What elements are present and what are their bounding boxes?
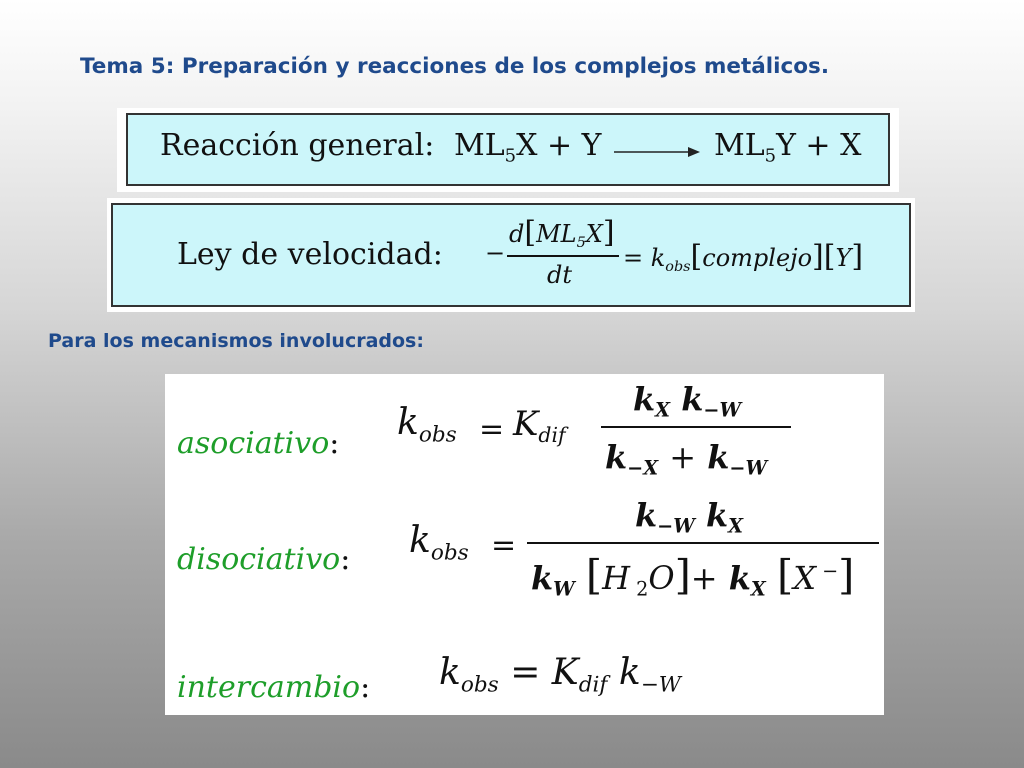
slide-title: Tema 5: Preparación y reacciones de los complejos metálicos. [80, 54, 830, 79]
disociativo-kobs: $k_{obs}$ [409, 520, 469, 566]
mechanism-label-disociativo: disociativo: [177, 542, 351, 577]
asociativo-numerator: $k_X$ $k_{-W}$ [633, 380, 742, 422]
asociativo-denominator: $k_{-X} + k_{-W}$ [605, 438, 768, 480]
disociativo-denominator: $k_W$ [H $_2O]+ k_X$ [X −] [531, 550, 855, 601]
asociativo-equals: = [479, 412, 505, 447]
rate-law-label: Ley de velocidad: [177, 237, 443, 272]
rate-law-denominator: dt [547, 261, 573, 289]
disociativo-equals: = [491, 528, 517, 563]
mechanisms-panel [165, 374, 884, 715]
intercambio-expression: $k_{obs} = K_{dif}$ $k_{-W}$ [439, 652, 681, 698]
general-reaction-box [126, 113, 890, 186]
asociativo-fraction-bar [601, 426, 791, 428]
reaction-products: $ML_5Y + X$ [714, 128, 862, 167]
asociativo-kdif: $K_{dif}$ [513, 404, 566, 448]
reaction-reactants: $ML_5X + Y$ [454, 128, 602, 167]
mechanism-label-asociativo: asociativo: [177, 426, 340, 461]
rate-law-minus: − [485, 239, 506, 267]
disociativo-numerator: $k_{-W}$ $k_X$ [635, 496, 744, 538]
mechanisms-heading: Para los mecanismos involucrados: [48, 330, 424, 352]
disociativo-fraction-bar [527, 542, 879, 544]
rate-law-fraction-bar [507, 255, 619, 257]
rate-law-box [111, 203, 911, 307]
mechanism-label-intercambio: intercambio: [177, 670, 371, 705]
general-reaction-label: Reacción general: [160, 128, 435, 163]
asociativo-kobs: $k_{obs}$ [397, 402, 457, 448]
reaction-arrow [612, 145, 702, 159]
rate-law-rhs: = $k_{obs}[complejo][Y]$ [623, 239, 864, 276]
rate-law-numerator: $d[ML_5X]$ [509, 215, 615, 252]
